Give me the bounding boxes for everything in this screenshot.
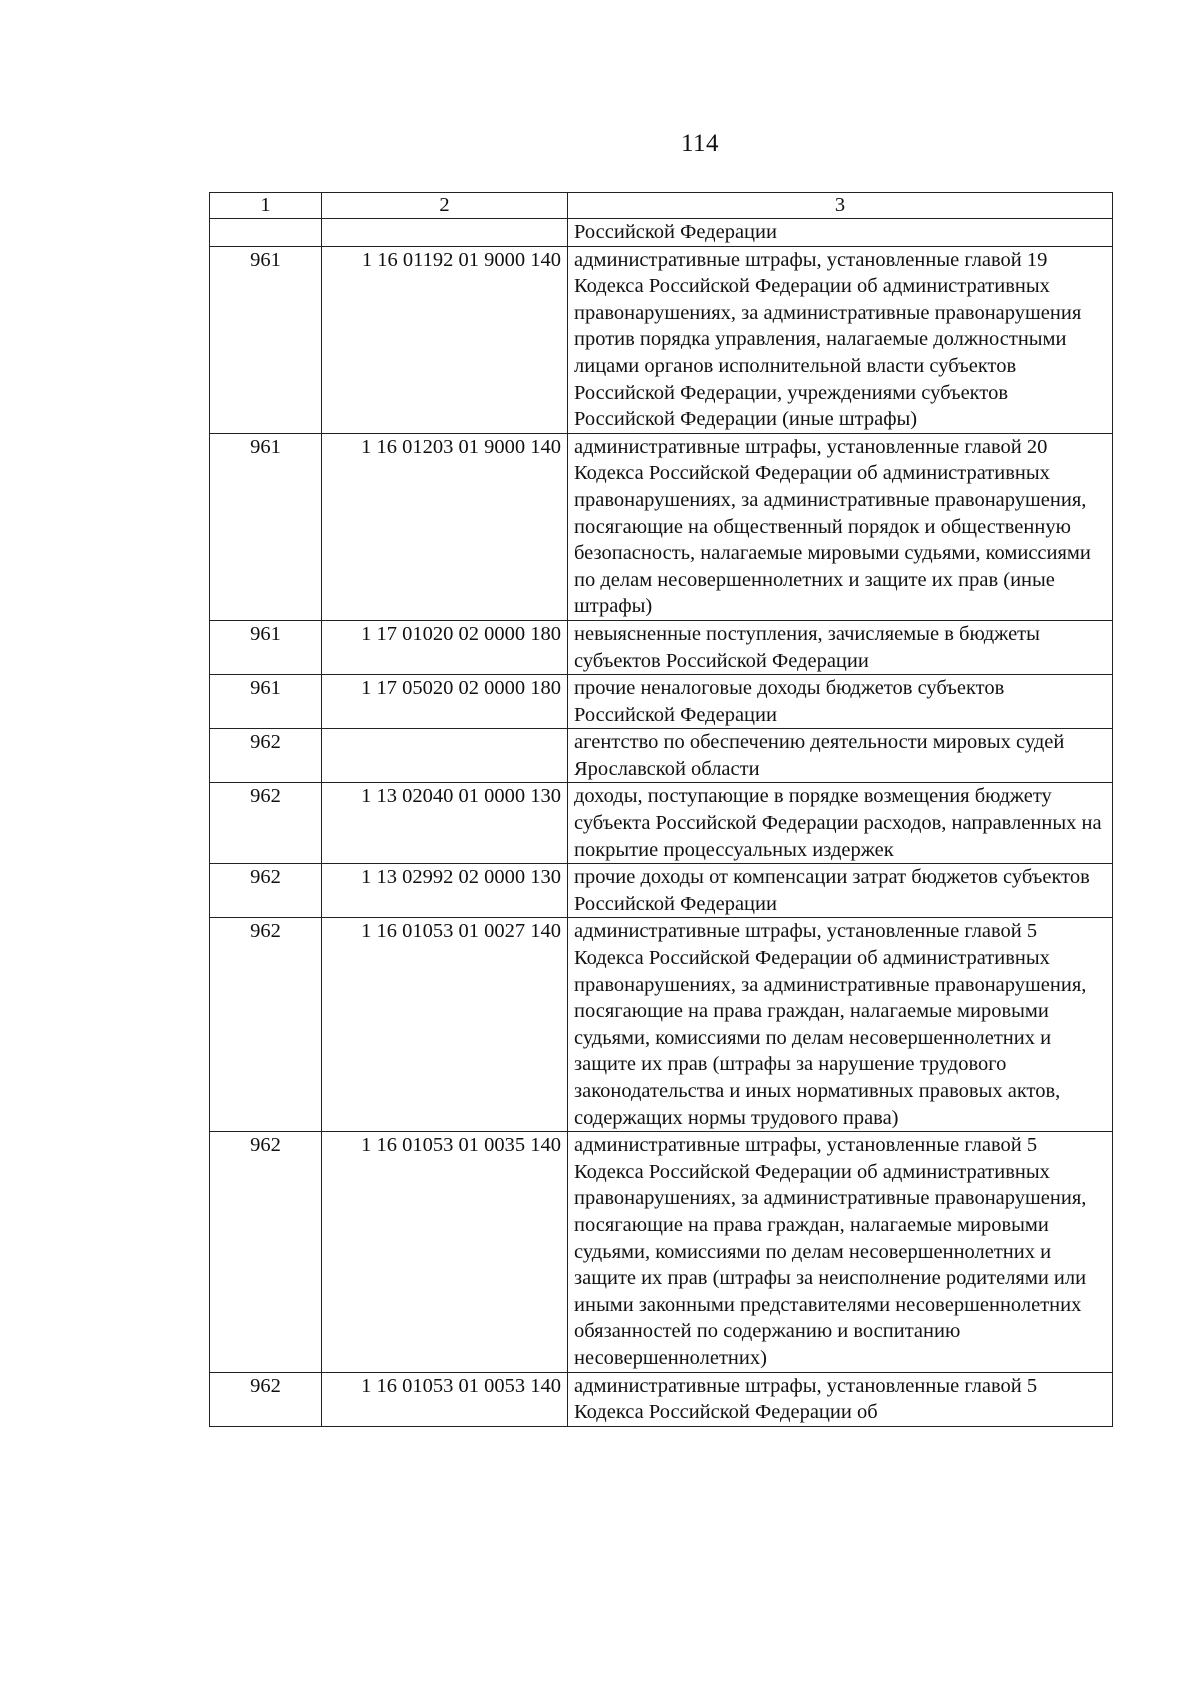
admin-code-cell: 962: [210, 783, 322, 864]
revenue-description-cell: прочие доходы от компенсации затрат бюджетов субъектов Российской Федерации: [568, 864, 1113, 918]
table-row: [210, 675, 1113, 729]
admin-code-cell: 962: [210, 1132, 322, 1372]
column-number-3: 3: [568, 193, 1113, 219]
revenue-description-cell: административные штрафы, установленные главой 5 Кодекса Российской Федерации об: [568, 1372, 1113, 1426]
table-row: [210, 246, 1113, 433]
revenue-code-cell: 1 13 02992 02 0000 130: [322, 864, 568, 918]
revenue-code-cell: 1 16 01053 01 0053 140: [322, 1372, 568, 1426]
table-row: [210, 620, 1113, 674]
revenue-description-cell: Российской Федерации: [568, 219, 1113, 247]
revenue-description-cell: административные штрафы, установленные главой 19 Кодекса Российской Федерации об административных правонарушениях, за административные правонарушения против порядка управления, налагаемые должностными лицами органов исполнительной власти субъектов Российской Федерации, учреждениями субъектов Российской Федерации (иные штрафы): [568, 246, 1113, 433]
table-row: [210, 864, 1113, 918]
admin-code-cell: 961: [210, 620, 322, 674]
admin-code-cell: 961: [210, 675, 322, 729]
table-row: [210, 918, 1113, 1132]
table-header-row: [210, 193, 1113, 219]
revenue-codes-table: [209, 192, 1113, 1427]
revenue-code-cell: 1 16 01203 01 9000 140: [322, 433, 568, 620]
revenue-description-cell: невыясненные поступления, зачисляемые в бюджеты субъектов Российской Федерации: [568, 620, 1113, 674]
page-number: 114: [680, 130, 720, 157]
admin-code-cell: 962: [210, 1372, 322, 1426]
table-row: [210, 783, 1113, 864]
column-number-1: 1: [210, 193, 322, 219]
revenue-description-cell: агентство по обеспечению деятельности мировых судей Ярославской области: [568, 729, 1113, 783]
revenue-code-cell: 1 16 01192 01 9000 140: [322, 246, 568, 433]
admin-code-cell: 962: [210, 918, 322, 1132]
revenue-code-cell: 1 13 02040 01 0000 130: [322, 783, 568, 864]
admin-code-cell: 961: [210, 433, 322, 620]
table-row: [210, 1132, 1113, 1372]
column-number-2: 2: [322, 193, 568, 219]
revenue-code-cell: 1 17 01020 02 0000 180: [322, 620, 568, 674]
revenue-code-cell: 1 16 01053 01 0035 140: [322, 1132, 568, 1372]
revenue-description-cell: прочие неналоговые доходы бюджетов субъектов Российской Федерации: [568, 675, 1113, 729]
revenue-description-cell: административные штрафы, установленные главой 20 Кодекса Российской Федерации об административных правонарушениях, за административные правонарушения, посягающие на общественный порядок и общественную безопасность, налагаемые мировыми судьями, комиссиями по делам несовершеннолетних и защите их прав (иные штрафы): [568, 433, 1113, 620]
admin-code-cell: [210, 219, 322, 247]
table-row: [210, 433, 1113, 620]
revenue-description-cell: административные штрафы, установленные главой 5 Кодекса Российской Федерации об административных правонарушениях, за административные правонарушения, посягающие на права граждан, налагаемые мировыми судьями, комиссиями по делам несовершеннолетних и защите их прав (штрафы за нарушение трудового законодательства и иных нормативных правовых актов, содержащих нормы трудового права): [568, 918, 1113, 1132]
table-row: [210, 219, 1113, 247]
table-row: [210, 1372, 1113, 1426]
revenue-description-cell: административные штрафы, установленные главой 5 Кодекса Российской Федерации об административных правонарушениях, за административные правонарушения, посягающие на права граждан, налагаемые мировыми судьями, комиссиями по делам несовершеннолетних и защите их прав (штрафы за неисполнение родителями или иными законными представителями несовершеннолетних обязанностей по содержанию и воспитанию несовершеннолетних): [568, 1132, 1113, 1372]
revenue-code-cell: 1 17 05020 02 0000 180: [322, 675, 568, 729]
admin-code-cell: 962: [210, 729, 322, 783]
table-row: [210, 729, 1113, 783]
revenue-description-cell: доходы, поступающие в порядке возмещения бюджету субъекта Российской Федерации расходов, направленных на покрытие процессуальных издержек: [568, 783, 1113, 864]
revenue-code-cell: 1 16 01053 01 0027 140: [322, 918, 568, 1132]
revenue-code-cell: [322, 219, 568, 247]
admin-code-cell: 961: [210, 246, 322, 433]
revenue-code-cell: [322, 729, 568, 783]
admin-code-cell: 962: [210, 864, 322, 918]
